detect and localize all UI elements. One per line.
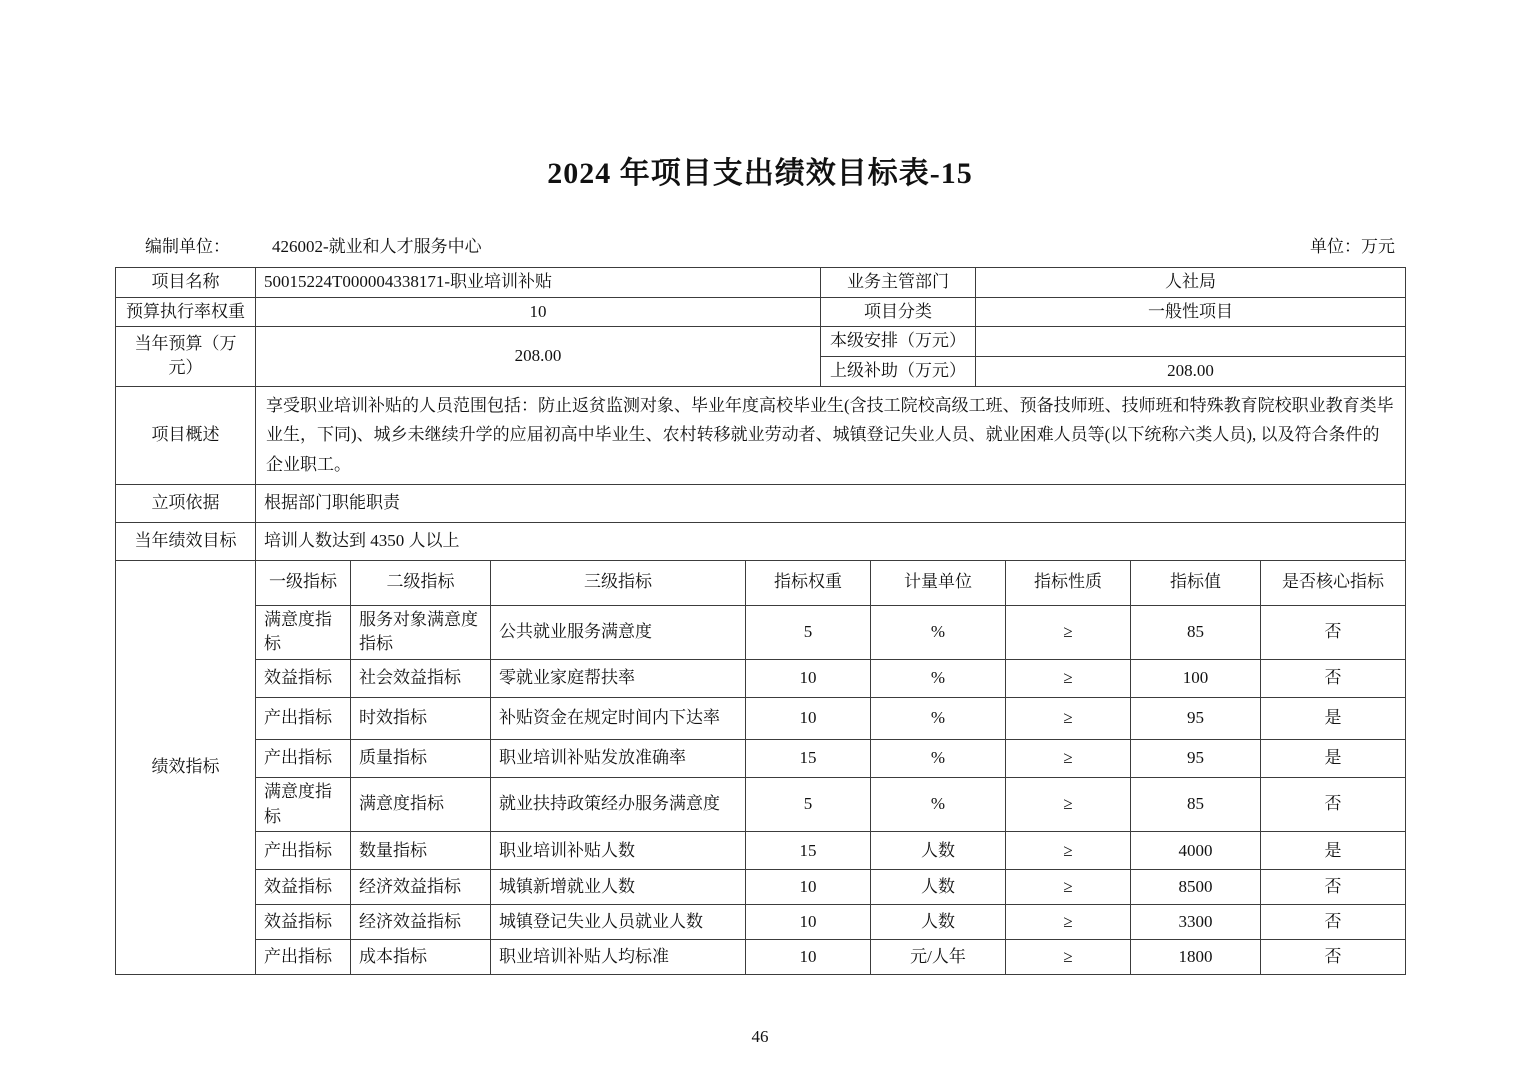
cell-level1: 效益指标 <box>256 905 351 940</box>
cell-level1: 效益指标 <box>256 870 351 905</box>
indicators-table <box>115 560 1406 976</box>
table-row <box>116 605 1406 659</box>
cell-value: 1800 <box>1131 940 1261 975</box>
header-level3: 三级指标 <box>491 560 746 605</box>
main-table <box>115 267 1405 975</box>
header-weight: 指标权重 <box>746 560 871 605</box>
budget-weight-value: 10 <box>256 297 821 327</box>
cell-core: 是 <box>1261 832 1406 870</box>
cell-nature: ≥ <box>1006 740 1131 778</box>
local-arrange-value <box>976 327 1406 357</box>
cell-value: 4000 <box>1131 832 1261 870</box>
table-row <box>116 386 1406 484</box>
cell-weight: 15 <box>746 740 871 778</box>
cell-level1: 产出指标 <box>256 740 351 778</box>
table-row <box>116 940 1406 975</box>
goal-label: 当年绩效目标 <box>116 522 256 560</box>
prepared-by-value: 426002-就业和人才服务中心 <box>272 237 482 256</box>
cell-weight: 15 <box>746 832 871 870</box>
table-row <box>116 484 1406 522</box>
cell-level3: 职业培训补贴人数 <box>491 832 746 870</box>
cell-nature: ≥ <box>1006 698 1131 740</box>
table-row <box>116 327 1406 357</box>
cell-core: 否 <box>1261 870 1406 905</box>
cell-level2: 社会效益指标 <box>351 660 491 698</box>
cell-nature: ≥ <box>1006 605 1131 659</box>
cell-unit: 人数 <box>871 870 1006 905</box>
table-row <box>116 268 1406 298</box>
category-value: 一般性项目 <box>976 297 1406 327</box>
overview-value: 享受职业培训补贴的人员范围包括：防止返贫监测对象、毕业年度高校毕业生(含技工院校高级工班、预备技师班、技师班和特殊教育院校职业教育类毕业生，下同)、城乡未继续升学的应届初高中毕业生、农村转移就业劳动者、城镇登记失业人员、就业困难人员等(以下统称六类人员), 以及符合条件的企业职工。 <box>256 386 1406 484</box>
basis-label: 立项依据 <box>116 484 256 522</box>
cell-unit: % <box>871 660 1006 698</box>
cell-level2: 成本指标 <box>351 940 491 975</box>
cell-value: 85 <box>1131 778 1261 832</box>
table-row <box>116 522 1406 560</box>
superior-subsidy-value: 208.00 <box>976 356 1406 386</box>
cell-unit: % <box>871 698 1006 740</box>
cell-core: 否 <box>1261 605 1406 659</box>
cell-core: 是 <box>1261 740 1406 778</box>
cell-level3: 职业培训补贴发放准确率 <box>491 740 746 778</box>
cell-level1: 产出指标 <box>256 698 351 740</box>
annual-budget-value: 208.00 <box>256 327 821 386</box>
indicators-header-row <box>116 560 1406 605</box>
overview-label: 项目概述 <box>116 386 256 484</box>
cell-core: 否 <box>1261 778 1406 832</box>
table-row <box>116 905 1406 940</box>
meta-row <box>115 232 1405 257</box>
prepared-by <box>115 232 482 257</box>
header-core: 是否核心指标 <box>1261 560 1406 605</box>
cell-core: 是 <box>1261 698 1406 740</box>
table-row <box>116 870 1406 905</box>
table-row <box>116 778 1406 832</box>
unit-label: 单位：万元 <box>1310 237 1395 256</box>
budget-weight-label: 预算执行率权重 <box>116 297 256 327</box>
project-name-value: 50015224T000004338171-职业培训补贴 <box>256 268 821 298</box>
cell-level3: 就业扶持政策经办服务满意度 <box>491 778 746 832</box>
goal-value: 培训人数达到 4350 人以上 <box>256 522 1406 560</box>
cell-unit: % <box>871 605 1006 659</box>
annual-budget-label: 当年预算（万元） <box>116 327 256 386</box>
cell-nature: ≥ <box>1006 660 1131 698</box>
cell-unit: 人数 <box>871 905 1006 940</box>
dept-value: 人社局 <box>976 268 1406 298</box>
cell-weight: 10 <box>746 698 871 740</box>
table-row <box>116 297 1406 327</box>
cell-core: 否 <box>1261 660 1406 698</box>
cell-unit: % <box>871 740 1006 778</box>
cell-value: 85 <box>1131 605 1261 659</box>
cell-level3: 职业培训补贴人均标准 <box>491 940 746 975</box>
table-row <box>116 698 1406 740</box>
cell-core: 否 <box>1261 940 1406 975</box>
cell-nature: ≥ <box>1006 905 1131 940</box>
cell-nature: ≥ <box>1006 870 1131 905</box>
cell-nature: ≥ <box>1006 778 1131 832</box>
cell-level1: 产出指标 <box>256 832 351 870</box>
header-level2: 二级指标 <box>351 560 491 605</box>
prepared-by-label: 编制单位： <box>145 237 230 256</box>
indicators-section-label: 绩效指标 <box>116 560 256 975</box>
cell-unit: 元/人年 <box>871 940 1006 975</box>
project-name-label: 项目名称 <box>116 268 256 298</box>
table-row <box>116 660 1406 698</box>
category-label: 项目分类 <box>821 297 976 327</box>
cell-level3: 城镇新增就业人数 <box>491 870 746 905</box>
cell-weight: 5 <box>746 605 871 659</box>
header-nature: 指标性质 <box>1006 560 1131 605</box>
cell-weight: 10 <box>746 940 871 975</box>
header-level1: 一级指标 <box>256 560 351 605</box>
cell-value: 95 <box>1131 740 1261 778</box>
cell-level2: 时效指标 <box>351 698 491 740</box>
local-arrange-label: 本级安排（万元） <box>821 327 976 357</box>
cell-level2: 质量指标 <box>351 740 491 778</box>
table-row <box>116 832 1406 870</box>
cell-unit: % <box>871 778 1006 832</box>
cell-core: 否 <box>1261 905 1406 940</box>
cell-level1: 效益指标 <box>256 660 351 698</box>
cell-value: 100 <box>1131 660 1261 698</box>
cell-level3: 公共就业服务满意度 <box>491 605 746 659</box>
cell-weight: 10 <box>746 870 871 905</box>
basis-value: 根据部门职能职责 <box>256 484 1406 522</box>
cell-value: 8500 <box>1131 870 1261 905</box>
table-row <box>116 740 1406 778</box>
cell-level1: 满意度指标 <box>256 605 351 659</box>
cell-level2: 服务对象满意度指标 <box>351 605 491 659</box>
cell-level2: 经济效益指标 <box>351 870 491 905</box>
cell-level2: 满意度指标 <box>351 778 491 832</box>
header-value: 指标值 <box>1131 560 1261 605</box>
cell-level2: 数量指标 <box>351 832 491 870</box>
cell-level2: 经济效益指标 <box>351 905 491 940</box>
page-number: 46 <box>751 1027 769 1047</box>
cell-weight: 10 <box>746 660 871 698</box>
cell-weight: 5 <box>746 778 871 832</box>
page-title: 2024 年项目支出绩效目标表-15 <box>547 157 973 190</box>
header-unit: 计量单位 <box>871 560 1006 605</box>
cell-nature: ≥ <box>1006 940 1131 975</box>
cell-unit: 人数 <box>871 832 1006 870</box>
superior-subsidy-label: 上级补助（万元） <box>821 356 976 386</box>
cell-weight: 10 <box>746 905 871 940</box>
cell-nature: ≥ <box>1006 832 1131 870</box>
cell-value: 3300 <box>1131 905 1261 940</box>
project-info-table <box>115 267 1406 561</box>
cell-level1: 满意度指标 <box>256 778 351 832</box>
dept-label: 业务主管部门 <box>821 268 976 298</box>
cell-level3: 补贴资金在规定时间内下达率 <box>491 698 746 740</box>
cell-level3: 零就业家庭帮扶率 <box>491 660 746 698</box>
cell-value: 95 <box>1131 698 1261 740</box>
cell-level3: 城镇登记失业人员就业人数 <box>491 905 746 940</box>
cell-level1: 产出指标 <box>256 940 351 975</box>
